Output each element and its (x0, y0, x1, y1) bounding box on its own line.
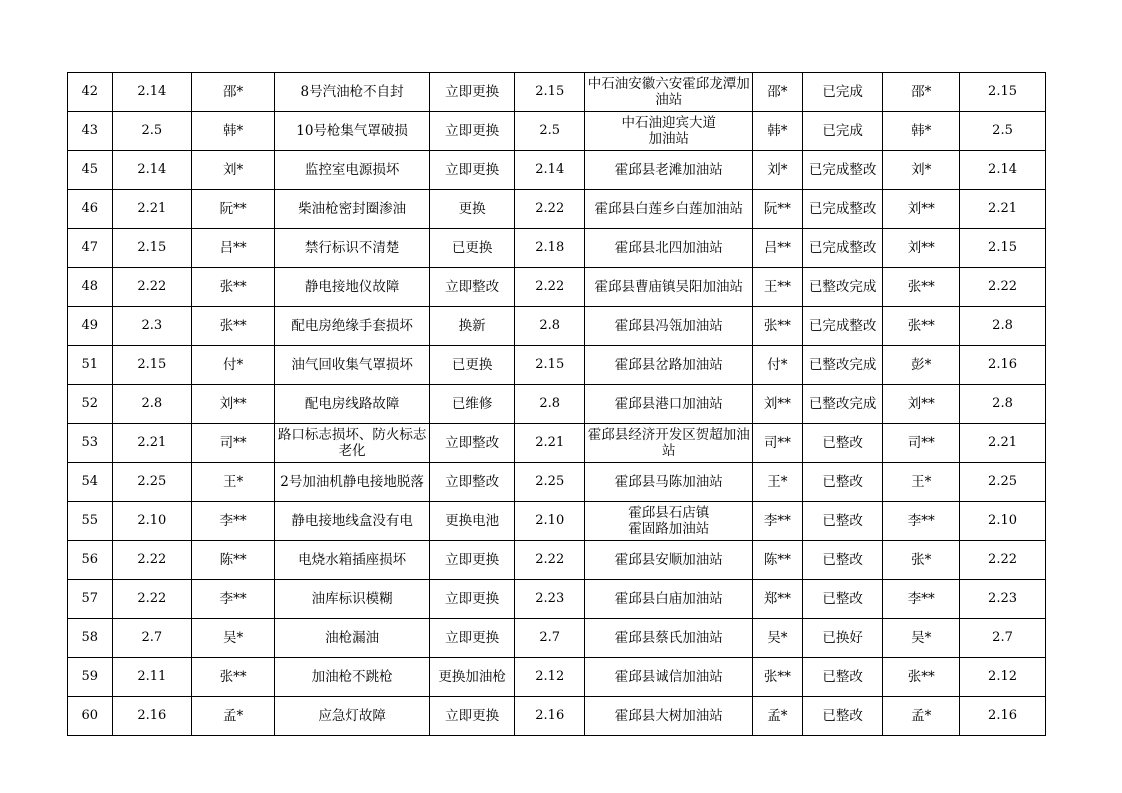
table-row (68, 541, 1046, 580)
status-cell: 已换好 (802, 619, 883, 658)
row-number-cell: 54 (68, 463, 113, 502)
status-cell: 已整改完成 (802, 385, 883, 424)
verifier-cell: 张** (883, 268, 960, 307)
table-row (68, 229, 1046, 268)
action-date-cell: 2.15 (515, 73, 585, 112)
row-number-cell: 59 (68, 658, 113, 697)
verifier-cell: 孟* (883, 697, 960, 736)
responsible-person-cell: 韩* (753, 112, 803, 151)
verifier-cell: 张** (883, 307, 960, 346)
verifier-cell: 邵* (883, 73, 960, 112)
verify-date-cell: 2.16 (960, 697, 1046, 736)
reporter-cell: 司** (192, 424, 275, 463)
table-row (68, 502, 1046, 541)
responsible-person-cell: 吕** (753, 229, 803, 268)
issue-description-cell: 10号枪集气罩破损 (274, 112, 429, 151)
issue-description-cell: 静电接地线盒没有电 (274, 502, 429, 541)
action-cell: 更换电池 (430, 502, 515, 541)
report-date-cell: 2.7 (112, 619, 192, 658)
action-cell: 已更换 (430, 229, 515, 268)
status-cell: 已整改完成 (802, 346, 883, 385)
table-row (68, 73, 1046, 112)
action-cell: 立即更换 (430, 619, 515, 658)
action-date-cell: 2.18 (515, 229, 585, 268)
action-date-cell: 2.5 (515, 112, 585, 151)
action-date-cell: 2.22 (515, 268, 585, 307)
station-name-cell: 霍邱县港口加油站 (585, 385, 753, 424)
verifier-cell: 王* (883, 463, 960, 502)
issue-description-cell: 油库标识模糊 (274, 580, 429, 619)
row-number-cell: 47 (68, 229, 113, 268)
row-number-cell: 56 (68, 541, 113, 580)
status-cell: 已整改 (802, 541, 883, 580)
status-cell: 已整改 (802, 463, 883, 502)
reporter-cell: 李** (192, 502, 275, 541)
issue-description-cell: 监控室电源损坏 (274, 151, 429, 190)
status-cell: 已完成 (802, 73, 883, 112)
station-name-cell: 霍邱县北四加油站 (585, 229, 753, 268)
row-number-cell: 46 (68, 190, 113, 229)
report-date-cell: 2.21 (112, 190, 192, 229)
reporter-cell: 王* (192, 463, 275, 502)
responsible-person-cell: 王* (753, 463, 803, 502)
reporter-cell: 李** (192, 580, 275, 619)
row-number-cell: 42 (68, 73, 113, 112)
table-row (68, 385, 1046, 424)
responsible-person-cell: 刘* (753, 151, 803, 190)
status-cell: 已整改 (802, 580, 883, 619)
table-row (68, 658, 1046, 697)
action-cell: 立即更换 (430, 541, 515, 580)
station-name-cell: 霍邱县老滩加油站 (585, 151, 753, 190)
action-cell: 立即整改 (430, 424, 515, 463)
table-row (68, 463, 1046, 502)
action-cell: 立即更换 (430, 151, 515, 190)
table-row (68, 112, 1046, 151)
row-number-cell: 49 (68, 307, 113, 346)
report-date-cell: 2.8 (112, 385, 192, 424)
report-date-cell: 2.15 (112, 229, 192, 268)
reporter-cell: 张** (192, 268, 275, 307)
reporter-cell: 张** (192, 658, 275, 697)
action-date-cell: 2.8 (515, 307, 585, 346)
issue-description-cell: 配电房绝缘手套损坏 (274, 307, 429, 346)
report-date-cell: 2.14 (112, 73, 192, 112)
row-number-cell: 58 (68, 619, 113, 658)
verifier-cell: 刘* (883, 151, 960, 190)
status-cell: 已完成整改 (802, 151, 883, 190)
verify-date-cell: 2.7 (960, 619, 1046, 658)
action-cell: 更换 (430, 190, 515, 229)
table-row (68, 619, 1046, 658)
status-cell: 已完成整改 (802, 229, 883, 268)
table-body (68, 73, 1046, 736)
issue-description-cell: 电烧水箱插座损坏 (274, 541, 429, 580)
row-number-cell: 53 (68, 424, 113, 463)
issue-description-cell: 柴油枪密封圈渗油 (274, 190, 429, 229)
table-row (68, 268, 1046, 307)
action-date-cell: 2.7 (515, 619, 585, 658)
verify-date-cell: 2.14 (960, 151, 1046, 190)
action-cell: 立即更换 (430, 697, 515, 736)
action-date-cell: 2.10 (515, 502, 585, 541)
issue-description-cell: 油枪漏油 (274, 619, 429, 658)
action-date-cell: 2.14 (515, 151, 585, 190)
verify-date-cell: 2.15 (960, 229, 1046, 268)
station-name-cell: 霍邱县蔡氏加油站 (585, 619, 753, 658)
verifier-cell: 李** (883, 502, 960, 541)
row-number-cell: 52 (68, 385, 113, 424)
report-date-cell: 2.22 (112, 541, 192, 580)
responsible-person-cell: 张** (753, 307, 803, 346)
action-date-cell: 2.16 (515, 697, 585, 736)
table-row (68, 697, 1046, 736)
responsible-person-cell: 张** (753, 658, 803, 697)
status-cell: 已完成整改 (802, 190, 883, 229)
action-date-cell: 2.12 (515, 658, 585, 697)
report-date-cell: 2.16 (112, 697, 192, 736)
responsible-person-cell: 孟* (753, 697, 803, 736)
verifier-cell: 刘** (883, 385, 960, 424)
table-row (68, 307, 1046, 346)
verifier-cell: 张* (883, 541, 960, 580)
table-row (68, 151, 1046, 190)
status-cell: 已整改完成 (802, 268, 883, 307)
action-cell: 立即更换 (430, 73, 515, 112)
verifier-cell: 刘** (883, 190, 960, 229)
status-cell: 已整改 (802, 424, 883, 463)
reporter-cell: 刘** (192, 385, 275, 424)
verify-date-cell: 2.15 (960, 73, 1046, 112)
responsible-person-cell: 司** (753, 424, 803, 463)
action-date-cell: 2.22 (515, 190, 585, 229)
station-name-cell: 霍邱县白庙加油站 (585, 580, 753, 619)
reporter-cell: 韩* (192, 112, 275, 151)
verifier-cell: 李** (883, 580, 960, 619)
table-row (68, 580, 1046, 619)
issue-description-cell: 2号加油机静电接地脱落 (274, 463, 429, 502)
station-name-cell: 中石油安徽六安霍邱龙潭加油站 (585, 73, 753, 112)
status-cell: 已整改 (802, 502, 883, 541)
verify-date-cell: 2.10 (960, 502, 1046, 541)
verifier-cell: 张** (883, 658, 960, 697)
station-name-cell: 霍邱县曹庙镇吴阳加油站 (585, 268, 753, 307)
action-cell: 更换加油枪 (430, 658, 515, 697)
station-name-cell: 霍邱县大树加油站 (585, 697, 753, 736)
responsible-person-cell: 陈** (753, 541, 803, 580)
issue-description-cell: 应急灯故障 (274, 697, 429, 736)
issue-description-cell: 禁行标识不清楚 (274, 229, 429, 268)
row-number-cell: 48 (68, 268, 113, 307)
table-row (68, 190, 1046, 229)
report-date-cell: 2.10 (112, 502, 192, 541)
report-date-cell: 2.14 (112, 151, 192, 190)
action-cell: 已维修 (430, 385, 515, 424)
responsible-person-cell: 郑** (753, 580, 803, 619)
issue-description-cell: 8号汽油枪不自封 (274, 73, 429, 112)
action-cell: 立即整改 (430, 463, 515, 502)
action-cell: 立即更换 (430, 580, 515, 619)
action-date-cell: 2.22 (515, 541, 585, 580)
station-name-cell: 霍邱县经济开发区贺超加油站 (585, 424, 753, 463)
report-date-cell: 2.5 (112, 112, 192, 151)
row-number-cell: 57 (68, 580, 113, 619)
verifier-cell: 吴* (883, 619, 960, 658)
issue-description-cell: 路口标志损坏、防火标志老化 (274, 424, 429, 463)
action-cell: 换新 (430, 307, 515, 346)
row-number-cell: 43 (68, 112, 113, 151)
table-row (68, 424, 1046, 463)
reporter-cell: 张** (192, 307, 275, 346)
row-number-cell: 45 (68, 151, 113, 190)
status-cell: 已整改 (802, 697, 883, 736)
table-row (68, 346, 1046, 385)
station-name-cell: 霍邱县马陈加油站 (585, 463, 753, 502)
verify-date-cell: 2.12 (960, 658, 1046, 697)
issue-description-cell: 加油枪不跳枪 (274, 658, 429, 697)
verifier-cell: 刘** (883, 229, 960, 268)
action-date-cell: 2.23 (515, 580, 585, 619)
status-cell: 已整改 (802, 658, 883, 697)
verify-date-cell: 2.22 (960, 541, 1046, 580)
issue-description-cell: 静电接地仪故障 (274, 268, 429, 307)
station-name-cell: 霍邱县石店镇 霍固路加油站 (585, 502, 753, 541)
responsible-person-cell: 阮** (753, 190, 803, 229)
action-cell: 立即更换 (430, 112, 515, 151)
action-date-cell: 2.8 (515, 385, 585, 424)
station-name-cell: 霍邱县冯瓴加油站 (585, 307, 753, 346)
verify-date-cell: 2.21 (960, 190, 1046, 229)
status-cell: 已完成整改 (802, 307, 883, 346)
verify-date-cell: 2.8 (960, 307, 1046, 346)
verify-date-cell: 2.22 (960, 268, 1046, 307)
verify-date-cell: 2.21 (960, 424, 1046, 463)
action-date-cell: 2.15 (515, 346, 585, 385)
report-date-cell: 2.11 (112, 658, 192, 697)
action-date-cell: 2.21 (515, 424, 585, 463)
station-name-cell: 霍邱县岔路加油站 (585, 346, 753, 385)
report-date-cell: 2.3 (112, 307, 192, 346)
reporter-cell: 付* (192, 346, 275, 385)
verify-date-cell: 2.23 (960, 580, 1046, 619)
action-cell: 立即整改 (430, 268, 515, 307)
row-number-cell: 55 (68, 502, 113, 541)
reporter-cell: 刘* (192, 151, 275, 190)
reporter-cell: 孟* (192, 697, 275, 736)
issue-description-cell: 油气回收集气罩损坏 (274, 346, 429, 385)
responsible-person-cell: 王** (753, 268, 803, 307)
action-cell: 已更换 (430, 346, 515, 385)
verify-date-cell: 2.16 (960, 346, 1046, 385)
station-name-cell: 中石油迎宾大道 加油站 (585, 112, 753, 151)
verifier-cell: 司** (883, 424, 960, 463)
reporter-cell: 吕** (192, 229, 275, 268)
responsible-person-cell: 邵* (753, 73, 803, 112)
station-name-cell: 霍邱县安顺加油站 (585, 541, 753, 580)
report-date-cell: 2.25 (112, 463, 192, 502)
report-date-cell: 2.15 (112, 346, 192, 385)
report-date-cell: 2.22 (112, 268, 192, 307)
verify-date-cell: 2.5 (960, 112, 1046, 151)
row-number-cell: 51 (68, 346, 113, 385)
action-date-cell: 2.25 (515, 463, 585, 502)
responsible-person-cell: 李** (753, 502, 803, 541)
report-date-cell: 2.21 (112, 424, 192, 463)
station-name-cell: 霍邱县白莲乡白莲加油站 (585, 190, 753, 229)
inspection-table (67, 72, 1046, 736)
reporter-cell: 陈** (192, 541, 275, 580)
responsible-person-cell: 付* (753, 346, 803, 385)
verify-date-cell: 2.8 (960, 385, 1046, 424)
verify-date-cell: 2.25 (960, 463, 1046, 502)
report-date-cell: 2.22 (112, 580, 192, 619)
status-cell: 已完成 (802, 112, 883, 151)
responsible-person-cell: 刘** (753, 385, 803, 424)
issue-description-cell: 配电房线路故障 (274, 385, 429, 424)
responsible-person-cell: 吴* (753, 619, 803, 658)
row-number-cell: 60 (68, 697, 113, 736)
verifier-cell: 彭* (883, 346, 960, 385)
station-name-cell: 霍邱县诚信加油站 (585, 658, 753, 697)
reporter-cell: 吴* (192, 619, 275, 658)
reporter-cell: 邵* (192, 73, 275, 112)
verifier-cell: 韩* (883, 112, 960, 151)
reporter-cell: 阮** (192, 190, 275, 229)
